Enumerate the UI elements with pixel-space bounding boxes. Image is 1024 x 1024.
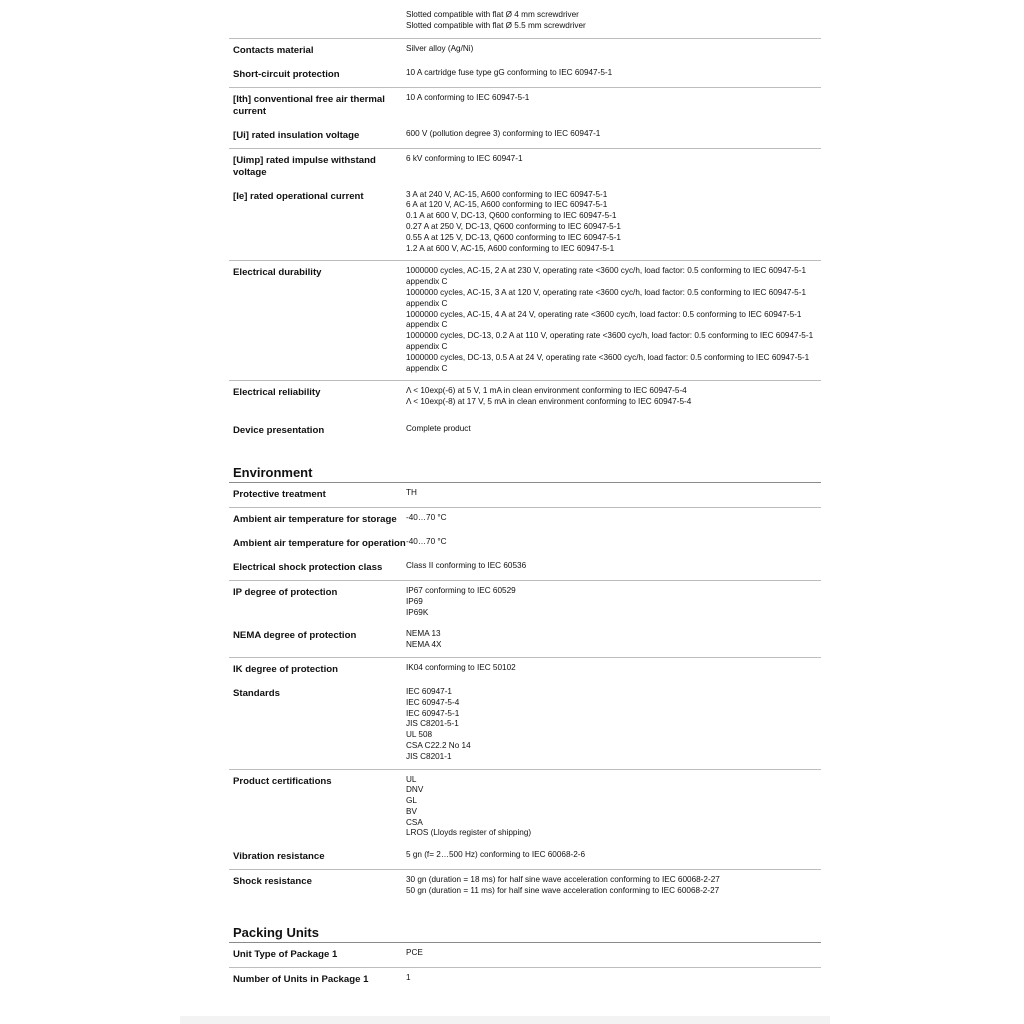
spec-value	[406, 561, 821, 574]
spec-value	[406, 10, 821, 32]
spec-row-shock-protection-class	[229, 556, 821, 581]
value-line: 6 A at 120 V, AC-15, A600 conforming to IEC 60947-5-1	[406, 200, 608, 210]
spec-row-ip-degree	[229, 581, 821, 624]
value-line: 0.1 A at 600 V, DC-13, Q600 conforming to IEC 60947-5-1	[406, 211, 617, 221]
value-line: DNV	[406, 785, 424, 795]
value-line: Λ < 10exp(-8) at 17 V, 5 mA in clean environment conforming to IEC 60947-5-4	[406, 397, 692, 407]
value-line: Class II conforming to IEC 60536	[406, 560, 527, 570]
spec-value	[406, 586, 821, 618]
spec-label: Short-circuit protection	[233, 68, 340, 80]
section-title: Environment	[233, 464, 313, 480]
spec-row-ui	[229, 124, 821, 149]
spec-row-ie	[229, 185, 821, 262]
spec-row-operation-temp	[229, 532, 821, 556]
value-line: NEMA 4X	[406, 640, 442, 650]
spec-row-ik-degree	[229, 658, 821, 682]
value-line: 1000000 cycles, AC-15, 3 A at 120 V, operating rate <3600 cyc/h, load factor: 0.5 conforming to IEC 60947-5-1 appendix C	[406, 287, 807, 308]
spec-row-nema-degree	[229, 624, 821, 658]
value-line: IEC 60947-5-4	[406, 697, 460, 707]
value-line: 1	[406, 972, 411, 982]
value-line: 0.27 A at 250 V, DC-13, Q600 conforming to IEC 60947-5-1	[406, 221, 621, 231]
value-line: 1000000 cycles, AC-15, 4 A at 24 V, operating rate <3600 cyc/h, load factor: 0.5 conforming to IEC 60947-5-1 appendix C	[406, 309, 802, 330]
value-line: BV	[406, 806, 417, 816]
spec-label: Unit Type of Package 1	[233, 948, 338, 960]
spec-value	[406, 850, 821, 863]
spec-label: [Ith] conventional free air thermal current	[233, 93, 385, 117]
spec-row-protective-treatment	[229, 483, 821, 508]
value-line: 1.2 A at 600 V, AC-15, A600 conforming to IEC 60947-5-1	[406, 243, 615, 253]
value-line: 5 gn (f= 2…500 Hz) conforming to IEC 60068-2-6	[406, 850, 586, 860]
value-line: Silver alloy (Ag/Ni)	[406, 43, 474, 53]
value-line: UL 508	[406, 730, 433, 740]
value-line: CSA	[406, 817, 423, 827]
value-line: -40…70 °C	[406, 512, 447, 522]
spec-value	[406, 386, 821, 408]
spec-label: Number of Units in Package 1	[233, 973, 369, 985]
spec-label: IP degree of protection	[233, 586, 338, 598]
value-line: 1000000 cycles, DC-13, 0.5 A at 24 V, operating rate <3600 cyc/h, load factor: 0.5 conforming to IEC 60947-5-1 appendix C	[406, 352, 810, 373]
value-line: Slotted compatible with flat Ø 4 mm screwdriver	[406, 10, 579, 19]
spec-value	[406, 875, 821, 897]
spec-label: Protective treatment	[233, 488, 326, 500]
spec-row-contacts-material	[229, 39, 821, 63]
value-line: -40…70 °C	[406, 536, 447, 546]
spec-row-electrical-durability	[229, 261, 821, 381]
spec-value	[406, 68, 821, 81]
value-line: LROS (Lloyds register of shipping)	[406, 828, 532, 838]
spec-value	[406, 629, 821, 651]
spec-row-number-of-units	[229, 968, 821, 992]
spec-value	[406, 154, 821, 179]
spec-label: Ambient air temperature for operation	[233, 537, 406, 549]
spec-label: Shock resistance	[233, 876, 312, 888]
spec-value	[406, 44, 821, 57]
value-line: 10 A cartridge fuse type gG conforming to IEC 60947-5-1	[406, 67, 613, 77]
spec-row-short-circuit-protection	[229, 63, 821, 88]
value-line: 3 A at 240 V, AC-15, A600 conforming to IEC 60947-5-1	[406, 189, 608, 199]
spec-value	[406, 537, 821, 550]
value-line: IP69K	[406, 607, 429, 617]
value-line: 30 gn (duration = 18 ms) for half sine wave acceleration conforming to IEC 60068-2-27	[406, 875, 720, 885]
spec-value	[406, 266, 821, 374]
value-line: 10 A conforming to IEC 60947-5-1	[406, 92, 530, 102]
spec-value	[406, 687, 821, 763]
value-line: UL	[406, 774, 417, 784]
spec-row-electrical-reliability	[229, 381, 821, 414]
value-line: 50 gn (duration = 11 ms) for half sine wave acceleration conforming to IEC 60068-2-27	[406, 886, 720, 896]
spec-row-unit-type	[229, 943, 821, 968]
value-line: 1000000 cycles, DC-13, 0.2 A at 110 V, operating rate <3600 cyc/h, load factor: 0.5 conforming to IEC 60947-5-1 appendix C	[406, 331, 814, 351]
spec-label: Electrical reliability	[233, 387, 321, 399]
value-line: 1000000 cycles, AC-15, 2 A at 230 V, operating rate <3600 cyc/h, load factor: 0.5 conforming to IEC 60947-5-1 appendix C	[406, 266, 807, 287]
spec-row-shock-resistance	[229, 870, 821, 903]
spec-value	[406, 424, 821, 437]
value-line: IEC 60947-1	[406, 686, 452, 696]
spec-value	[406, 513, 821, 526]
spec-value	[406, 93, 821, 118]
value-line: JIS C8201-1	[406, 751, 452, 761]
section-gap	[229, 903, 821, 925]
spec-label: NEMA degree of protection	[233, 630, 357, 642]
spec-row-device-presentation	[229, 414, 821, 443]
spec-label: Electrical durability	[233, 267, 322, 279]
page-bottom-edge	[180, 1016, 830, 1024]
spec-label: Standards	[233, 687, 280, 699]
spec-label: [Uimp] rated impulse withstand voltage	[233, 154, 376, 178]
spec-value	[406, 775, 821, 840]
spec-label: Contacts material	[233, 44, 314, 56]
spec-label: [Ie] rated operational current	[233, 190, 364, 202]
spec-row-storage-temp	[229, 508, 821, 532]
value-line: JIS C8201-5-1	[406, 719, 459, 729]
value-line: 6 kV conforming to IEC 60947-1	[406, 153, 523, 163]
spec-row-uimp	[229, 149, 821, 185]
section-header-environment	[229, 465, 821, 483]
spec-value	[406, 663, 821, 676]
spec-label: [Ui] rated insulation voltage	[233, 129, 360, 141]
spec-value	[406, 190, 821, 255]
spec-label: Device presentation	[233, 424, 325, 436]
spec-row-vibration-resistance	[229, 845, 821, 870]
value-line: CSA C22.2 No 14	[406, 740, 471, 750]
spec-value	[406, 488, 821, 501]
spec-row-product-certifications	[229, 770, 821, 846]
value-line: NEMA 13	[406, 629, 441, 639]
value-line: 600 V (pollution degree 3) conforming to IEC 60947-1	[406, 128, 601, 138]
spec-value	[406, 973, 821, 986]
value-line: IK04 conforming to IEC 50102	[406, 662, 516, 672]
spec-label: Electrical shock protection class	[233, 561, 383, 573]
value-line: PCE	[406, 947, 423, 957]
value-line: Complete product	[406, 423, 471, 433]
spec-label: Ambient air temperature for storage	[233, 513, 397, 525]
value-line: IEC 60947-5-1	[406, 708, 460, 718]
spec-label: Vibration resistance	[233, 851, 325, 863]
section-title: Packing Units	[233, 924, 319, 940]
datasheet-content	[229, 6, 821, 992]
spec-label-empty	[229, 10, 406, 32]
spec-row-ith	[229, 88, 821, 124]
spec-value	[406, 129, 821, 142]
value-line: GL	[406, 796, 417, 806]
spec-label: IK degree of protection	[233, 663, 339, 675]
value-line: Slotted compatible with flat Ø 5.5 mm screwdriver	[406, 20, 586, 30]
spec-label: Product certifications	[233, 775, 332, 787]
value-line: IP69	[406, 596, 423, 606]
value-line: 0.55 A at 125 V, DC-13, Q600 conforming to IEC 60947-5-1	[406, 232, 621, 242]
section-header-packing-units	[229, 925, 821, 943]
value-line: IP67 conforming to IEC 60529	[406, 585, 516, 595]
spec-row-standards	[229, 682, 821, 770]
section-gap	[229, 443, 821, 465]
spec-value	[406, 948, 821, 961]
spec-row-continued	[229, 6, 821, 39]
value-line: TH	[406, 487, 417, 497]
value-line: Λ < 10exp(-6) at 5 V, 1 mA in clean environment conforming to IEC 60947-5-4	[406, 386, 687, 396]
